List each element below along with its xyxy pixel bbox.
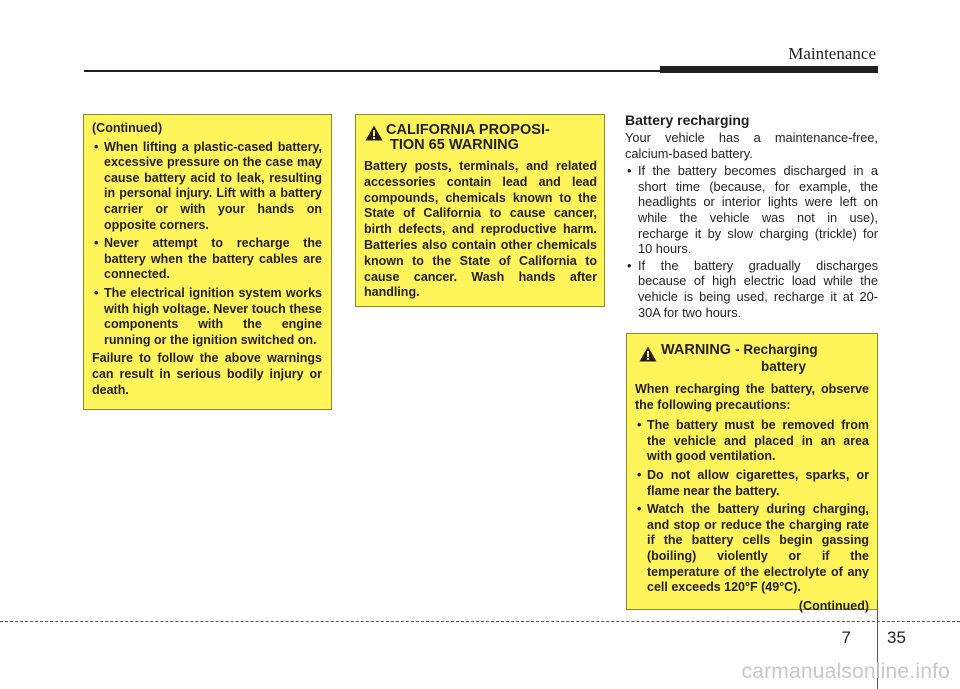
prop65-title-line1: CALIFORNIA PROPOSI- — [386, 122, 550, 138]
recharging-heading: Battery recharging — [625, 112, 750, 128]
caution-box-continued — [83, 114, 332, 410]
section-title: Maintenance — [788, 44, 876, 63]
header-rule-thin — [84, 70, 684, 72]
warning-intro: When recharging the battery, observe the following precautions: — [635, 382, 869, 412]
warning-triangle-icon — [639, 346, 657, 362]
warning-triangle-icon — [365, 125, 383, 141]
recharging-item: • If the battery gradually discharges because of high electric load while the vehicle is being used, recharge it at 20-30A for two hours. — [625, 258, 878, 320]
continued-label: (Continued) — [92, 121, 163, 135]
prop65-header — [364, 123, 597, 153]
caution-list — [92, 140, 322, 349]
warning-header — [635, 341, 869, 374]
warning-title-line — [661, 341, 869, 359]
failure-warning: Failure to follow the above warnings can result in serious bodily injury or death. — [92, 351, 322, 397]
continued-label: (Continued) — [798, 598, 869, 613]
prop65-title — [386, 123, 597, 153]
warning-title: WARNING — [661, 342, 732, 358]
recharging-body — [625, 130, 878, 321]
prop65-title-line2: TION 65 WARNING — [390, 137, 519, 153]
warning-subtitle: - Recharging — [735, 342, 818, 357]
precaution-item: • Watch the battery during charging, and stop or reduce the charging rate if the battery cells begin gassing (boiling) violently or if the temperature of the electrolyte of any cell exceeds 120°F (49°C). — [635, 502, 869, 596]
page-number-value: 35 — [887, 628, 906, 647]
footer-dashed-rule — [0, 621, 960, 622]
precaution-list — [635, 418, 869, 596]
precaution-item: • Do not allow cigarettes, sparks, or flame near the battery. — [635, 468, 869, 499]
prop65-body: Battery posts, terminals, and related accessories contain lead and lead compounds, chemicals known to the State of California to cause cancer, birth defects, and reproductive harm. Batteries also contain other chemicals known to the State of California to cause cancer. Wash hands after handling. — [364, 159, 597, 300]
header-rule-thick — [660, 66, 878, 73]
caution-item: • Never attempt to recharge the battery when the battery cables are connected. — [92, 236, 322, 283]
recharging-intro: Your vehicle has a maintenance-free, calcium-based battery. — [625, 130, 878, 161]
recharging-item: • If the battery becomes discharged in a short time (because, for example, the headlights or interior lights were left on while the vehicle was not in use), recharge it by slow charging (trickle) for 10 hours. — [625, 163, 878, 257]
prop65-warning-box — [355, 114, 605, 307]
watermark: carmanualsonline.info — [741, 660, 950, 683]
chapter-number: 7 — [841, 628, 851, 647]
precaution-item: • The battery must be removed from the vehicle and placed in an area with good ventilation. — [635, 418, 869, 465]
caution-item: • When lifting a plastic-cased battery, excessive pressure on the case may cause battery acid to leak, resulting in personal injury. Lift with a battery carrier or with your hands on opposite corners. — [92, 140, 322, 234]
recharging-warning-box — [626, 333, 878, 613]
warning-subtitle-line2: battery — [761, 359, 807, 374]
caution-item: • The electrical ignition system works with high voltage. Never touch these components with the engine running or the ignition switched on. — [92, 286, 322, 348]
recharging-list — [625, 163, 878, 320]
